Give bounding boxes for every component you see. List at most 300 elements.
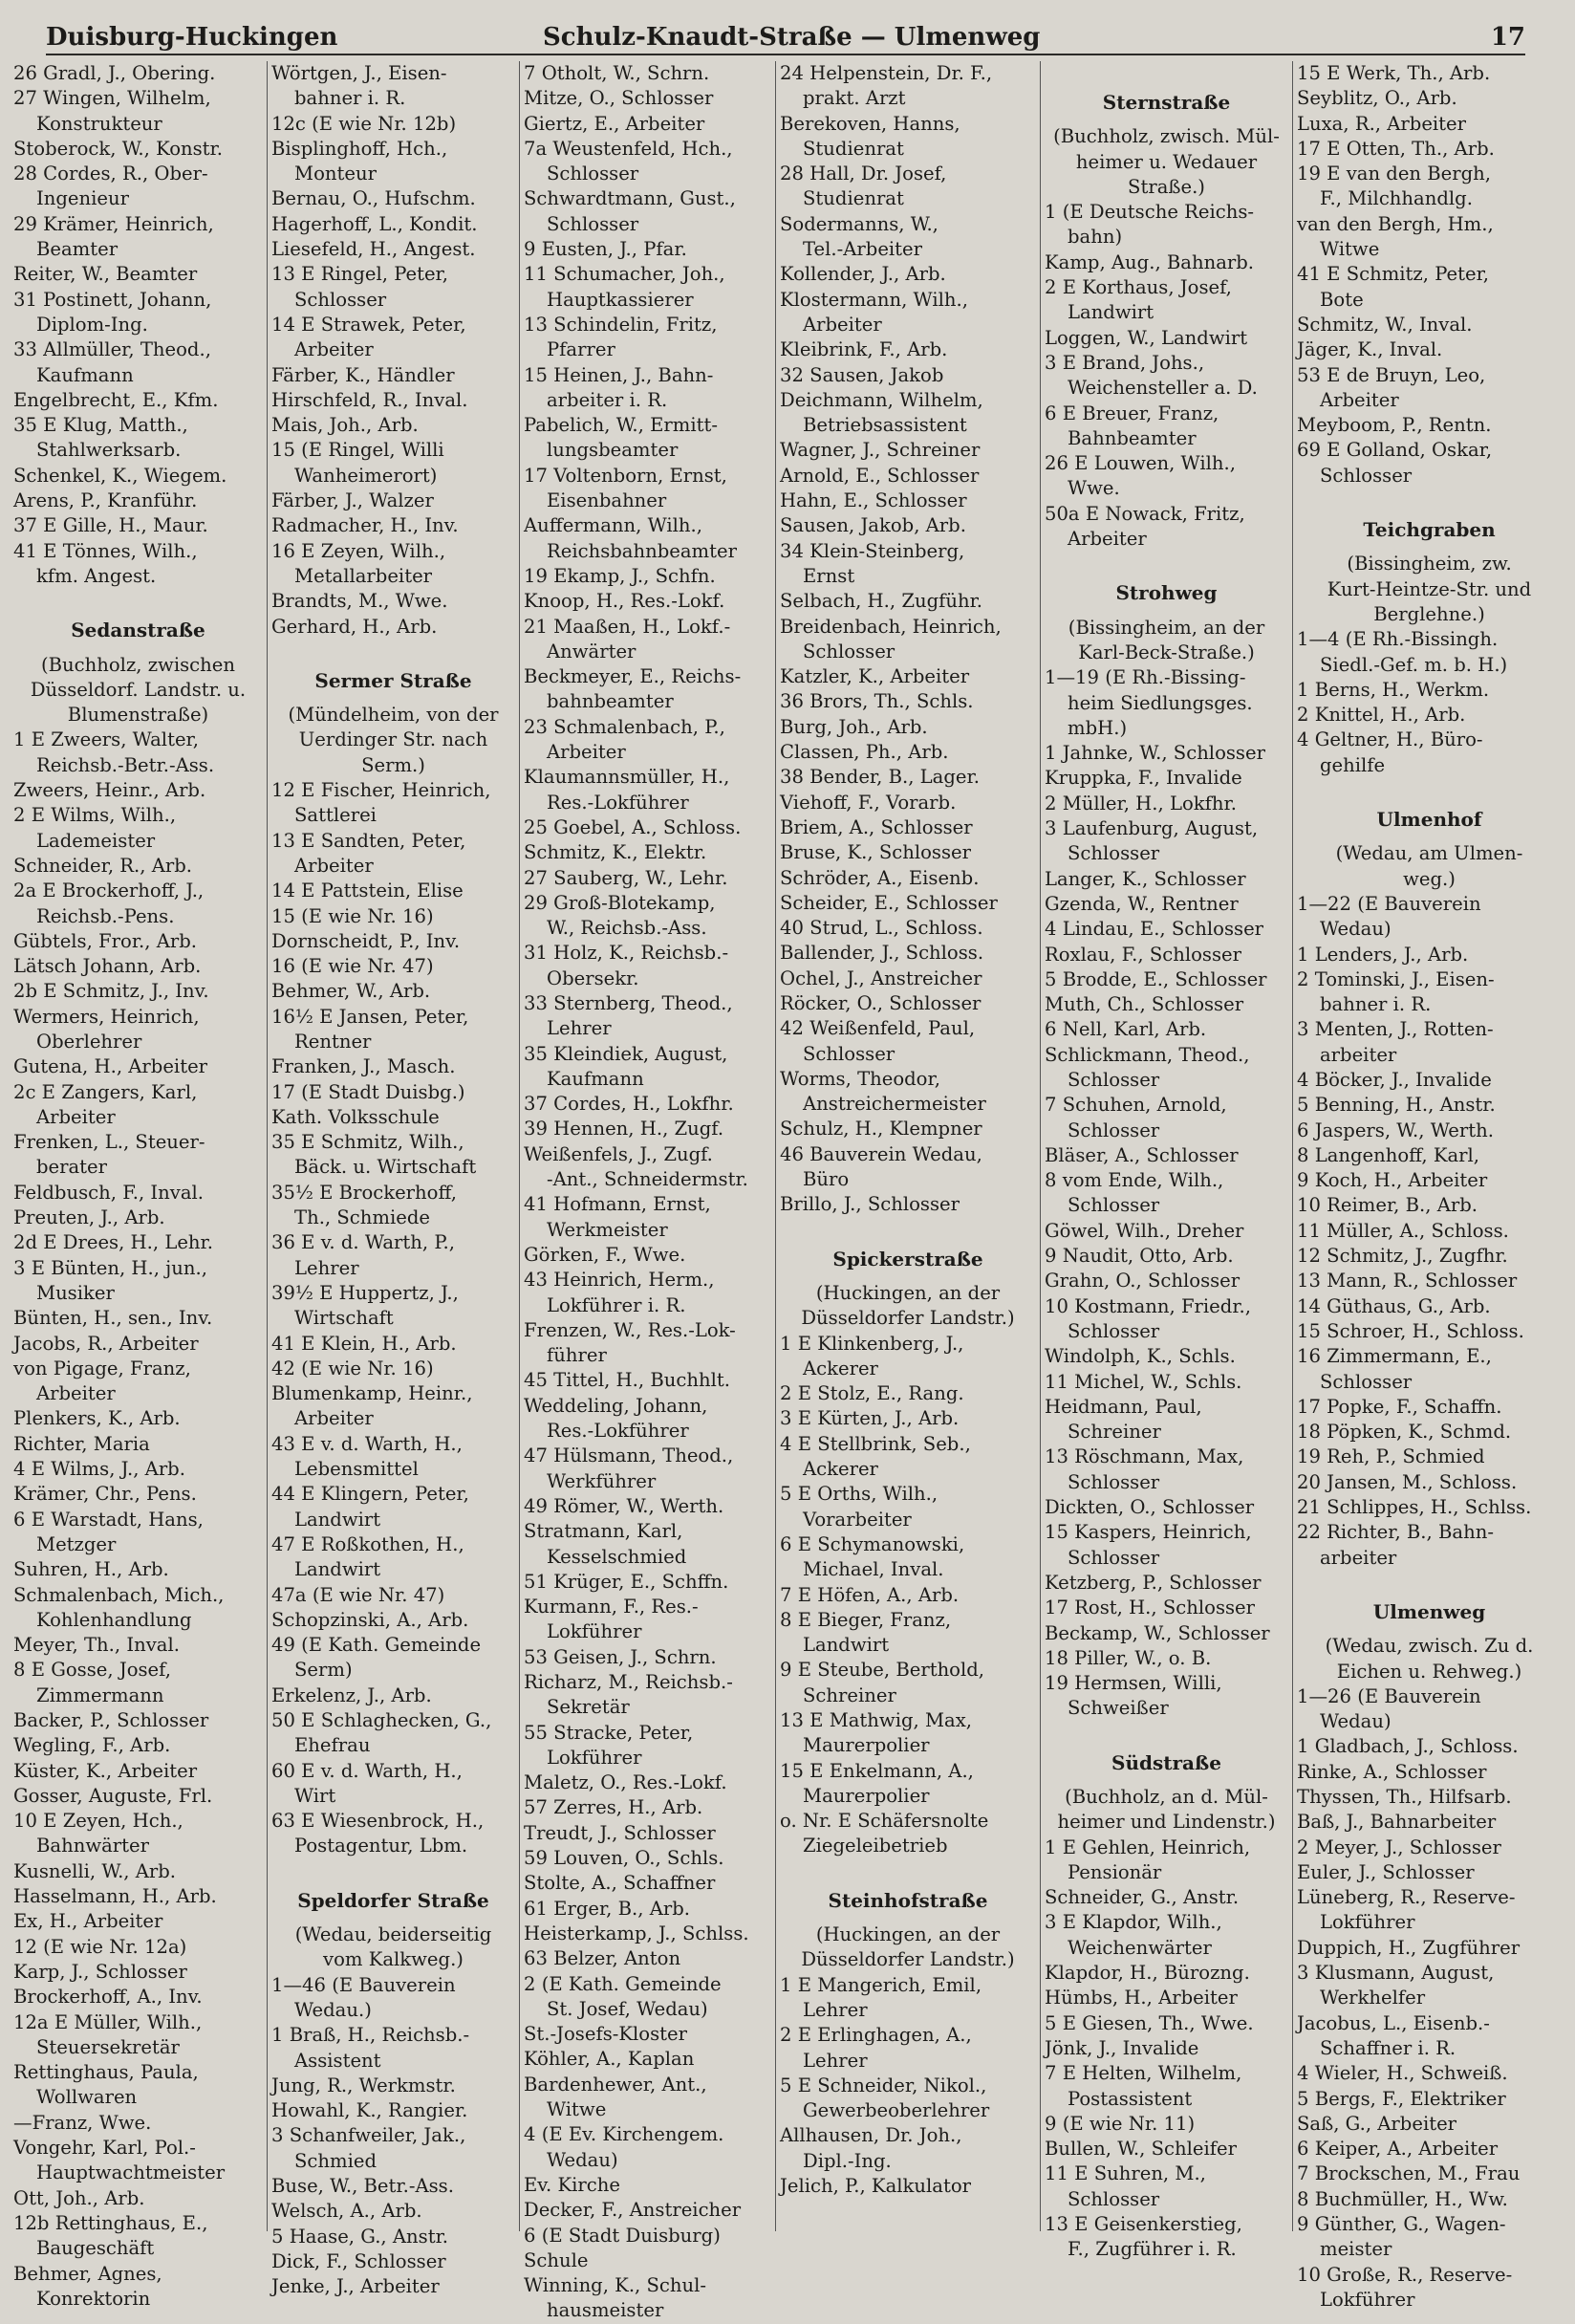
directory-entry: 5 Bergs, F., Elektriker [1297, 2087, 1506, 2110]
directory-entry: 41 E Schmitz, Peter, [1297, 263, 1490, 286]
directory-entry: 35 E Klug, Matth., [13, 414, 188, 437]
directory-entry: 13 E Sandten, Peter, [271, 829, 466, 852]
directory-entry: 4 E Wilms, J., Arb. [13, 1458, 185, 1481]
directory-entry: Wedau) [1320, 918, 1392, 941]
directory-entry: 47 Hülsmann, Theod., [524, 1444, 734, 1467]
directory-entry: Siedl.-Gef. m. b. H.) [1320, 653, 1508, 676]
directory-entry: Arbeiter [36, 1382, 116, 1405]
directory-entry: 12c (E wie Nr. 12b) [271, 112, 457, 135]
directory-entry: 1—22 (E Bauverein [1297, 892, 1481, 915]
directory-entry: Duppich, H., Zugführer [1297, 1936, 1521, 1959]
directory-entry: Res.-Lokführer [547, 791, 689, 814]
header-street-range: Schulz-Knaudt-Straße — Ulmenweg [543, 23, 1041, 52]
directory-entry: 37 Cordes, H., Lokfhr. [524, 1093, 734, 1116]
street-description: Blumenstraße) [67, 704, 209, 727]
directory-entry: Landwirt [294, 1558, 381, 1581]
directory-entry: Brandts, M., Wwe. [271, 590, 448, 613]
directory-entry: Gewerbeoberlehrer [803, 2099, 990, 2122]
directory-entry: F., Milchhandlg. [1320, 187, 1473, 210]
directory-entry: Schulz, H., Klempner [780, 1118, 982, 1140]
directory-entry: Beckamp, W., Schlosser [1045, 1621, 1270, 1644]
directory-entry: 6 Nell, Karl, Arb. [1045, 1018, 1207, 1041]
directory-entry: 63 Belzer, Anton [524, 1947, 681, 1970]
directory-entry: Welsch, A., Arb. [271, 2200, 422, 2223]
directory-entry: Schlosser [1068, 2187, 1160, 2210]
directory-entry: 2 Knittel, H., Arb. [1297, 704, 1466, 727]
directory-entry: Gerhard, H., Arb. [271, 615, 438, 638]
directory-entry: 10 Kostmann, Friedr., [1045, 1294, 1251, 1317]
directory-entry: 35½ E Brockerhoff, [271, 1181, 457, 1204]
directory-entry: Bahnwärter [36, 1835, 149, 1857]
directory-entry: Bläser, A., Schlosser [1045, 1143, 1239, 1166]
column-1 [10, 61, 267, 2310]
directory-entry: Lokführer [547, 1620, 642, 1643]
directory-entry: Muth, Ch., Schlosser [1045, 993, 1244, 1016]
directory-entry: 15 Heinen, J., Bahn- [524, 363, 714, 386]
directory-entry: 1 Lenders, J., Arb. [1297, 943, 1469, 966]
directory-entry: Radmacher, H., Inv. [271, 514, 459, 537]
directory-entry: 53 E de Bruyn, Leo, [1297, 363, 1486, 386]
directory-entry: 9 (E wie Nr. 11) [1045, 2112, 1196, 2135]
directory-entry: 1 Braß, H., Reichsb.- [271, 2024, 470, 2047]
directory-entry: 35 E Schmitz, Wilh., [271, 1131, 464, 1154]
directory-entry: Diplom-Ing. [36, 313, 148, 336]
directory-entry: 6 E Schymanowski, [780, 1532, 965, 1555]
directory-entry: Schreiner [803, 1683, 896, 1706]
directory-entry: 18 Pöpken, K., Schmd. [1297, 1421, 1512, 1444]
directory-entry: 31 Holz, K., Reichsb.- [524, 942, 729, 965]
directory-entry: Hauptwachtmeister [36, 2161, 226, 2184]
directory-entry: Saß, G., Arbeiter [1297, 2112, 1457, 2135]
directory-entry: 28 Hall, Dr. Josef, [780, 163, 947, 185]
directory-entry: 7 Brockschen, M., Frau [1297, 2162, 1521, 2185]
directory-entry: 19 Reh, P., Schmied [1297, 1445, 1485, 1468]
directory-entry: Lebensmittel [294, 1458, 419, 1481]
column-4 [775, 61, 1040, 2231]
directory-entry: 10 E Zeyen, Hch., [13, 1810, 183, 1833]
directory-entry: Plenkers, K., Arb. [13, 1407, 181, 1430]
directory-entry: 49 (E Kath. Gemeinde [271, 1634, 482, 1657]
street-description: heimer u. Wedauer [1075, 150, 1258, 173]
directory-entry: 16 Zimmermann, E., [1297, 1345, 1492, 1368]
directory-entry: Metzger [36, 1532, 117, 1555]
directory-entry: Reichsbahnbeamter [547, 539, 737, 562]
directory-entry: Schlosser [547, 163, 639, 185]
directory-entry: Kusnelli, W., Arb. [13, 1859, 177, 1882]
directory-entry: Maurerpolier [803, 1734, 930, 1757]
directory-entry: Luxa, R., Arbeiter [1297, 112, 1467, 135]
directory-entry: Hirschfeld, R., Inval. [271, 388, 468, 411]
directory-entry: 37 E Gille, H., Maur. [13, 514, 208, 537]
directory-entry: Betriebsassistent [803, 414, 967, 437]
directory-entry: 14 E Pattstein, Elise [271, 880, 464, 902]
directory-entry: 3 E Bünten, H., jun., [13, 1256, 207, 1279]
directory-entry: Grahn, O., Schlosser [1045, 1270, 1241, 1292]
directory-entry: 6 Jaspers, W., Werth. [1297, 1119, 1494, 1141]
directory-entry: Baß, J., Bahnarbeiter [1297, 1811, 1497, 1834]
directory-entry: 1 E Mangerich, Emil, [780, 1973, 982, 1996]
directory-entry: Färber, J., Walzer [271, 489, 434, 512]
directory-entry: Weichensteller a. D. [1068, 377, 1258, 400]
directory-entry: heim Siedlungsges. [1068, 691, 1253, 714]
directory-entry: 63 E Wiesenbrock, H., [271, 1810, 485, 1833]
directory-entry: Witwe [547, 2098, 607, 2121]
directory-entry: 28 Cordes, R., Ober- [13, 163, 208, 185]
directory-entry: 3 Klusmann, August, [1297, 1962, 1495, 1985]
directory-entry: Wedau.) [294, 1998, 372, 2021]
directory-entry: Stahlwerksarb. [36, 439, 182, 462]
directory-entry: Rentner [294, 1030, 372, 1053]
directory-entry: Ott, Joh., Arb. [13, 2186, 145, 2209]
directory-entry: Serm) [294, 1659, 353, 1682]
directory-entry: Dickten, O., Schlosser [1045, 1496, 1255, 1519]
directory-entry: Hümbs, H., Arbeiter [1045, 1987, 1238, 2009]
directory-entry: kfm. Angest. [36, 564, 157, 587]
directory-entry: 21 Maaßen, H., Lokf.- [524, 615, 731, 638]
directory-entry: Ackerer [803, 1458, 878, 1481]
directory-entry: 27 Sauberg, W., Lehr. [524, 866, 728, 889]
directory-entry: Winning, K., Schul- [524, 2274, 707, 2297]
directory-entry: 11 Müller, A., Schloss. [1297, 1219, 1509, 1242]
directory-entry: Küster, K., Arbeiter [13, 1759, 198, 1782]
directory-entry: 2 E Stolz, E., Rang. [780, 1382, 964, 1405]
directory-entry: 11 Schumacher, Joh., [524, 263, 725, 286]
directory-entry: 20 Jansen, M., Schloss. [1297, 1470, 1518, 1493]
street-description: (Huckingen, an der [815, 1281, 1001, 1304]
street-description: Karl-Beck-Straße.) [1078, 641, 1255, 663]
street-heading: Steinhofstraße [828, 1888, 988, 1912]
directory-entry: Res.-Lokführer [547, 1420, 689, 1443]
directory-entry: Wedau) [1320, 1710, 1392, 1733]
directory-entry: Schenkel, K., Wiegem. [13, 464, 227, 487]
directory-entry: Erkelenz, J., Arb. [271, 1683, 432, 1706]
street-description: Berglehne.) [1373, 602, 1485, 625]
header-district: Duisburg-Huckingen [46, 23, 338, 52]
directory-entry: Reiter, W., Beamter [13, 263, 198, 286]
directory-entry: Kollender, J., Arb. [780, 263, 946, 286]
directory-entry: hausmeister [547, 2299, 664, 2322]
directory-entry: Schlosser [1068, 1319, 1160, 1342]
street-description: (Mündelheim, von der [288, 704, 499, 727]
directory-entry: Jung, R., Werkmstr. [271, 2074, 456, 2096]
directory-entry: Frenzen, W., Res.-Lok- [524, 1318, 736, 1341]
directory-entry: Loggen, W., Landwirt [1045, 326, 1248, 349]
directory-entry: 5 Brodde, E., Schlosser [1045, 967, 1267, 990]
directory-entry: 21 Schlippes, H., Schlss. [1297, 1496, 1532, 1519]
directory-entry: Monteur [294, 163, 377, 185]
directory-entry: 60 E v. d. Warth, H., [271, 1759, 463, 1782]
directory-entry: Schwardtmann, Gust., [524, 187, 736, 210]
column-5 [1040, 61, 1292, 2261]
directory-entry: 5 Benning, H., Anstr. [1297, 1094, 1496, 1117]
directory-entry: Klostermann, Wilh., [780, 288, 968, 311]
street-description: (Buchholz, zwischen [41, 653, 235, 676]
street-description: Eichen u. Rehweg.) [1336, 1660, 1522, 1683]
directory-entry: 50a E Nowack, Fritz, [1045, 502, 1245, 525]
street-description: Düsseldorfer Landstr.) [801, 1307, 1015, 1330]
directory-entry: 15 (E Ringel, Willi [271, 439, 444, 462]
directory-entry: Sattlerei [294, 804, 377, 827]
directory-entry: 59 Louven, O., Schls. [524, 1847, 724, 1870]
directory-entry: 35 Kleindiek, August, [524, 1042, 728, 1065]
directory-entry: Arbeiter [547, 741, 626, 764]
directory-entry: Jacobs, R., Arbeiter [13, 1332, 199, 1355]
directory-entry: Windolph, K., Schls. [1045, 1345, 1236, 1368]
directory-entry: 26 E Louwen, Wilh., [1045, 452, 1236, 475]
directory-entry: 29 Krämer, Heinrich, [13, 212, 214, 235]
directory-entry: Hasselmann, H., Arb. [13, 1885, 217, 1908]
directory-entry: 39½ E Huppertz, J., [271, 1281, 459, 1304]
directory-entry: 16 (E wie Nr. 47) [271, 955, 434, 978]
street-description: vom Kalkweg.) [323, 1948, 464, 1971]
directory-entry: Auffermann, Wilh., [524, 514, 703, 537]
page-number: 17 [1490, 23, 1525, 52]
directory-entry: Werkführer [547, 1469, 657, 1492]
directory-entry: Bullen, W., Schleifer [1045, 2138, 1237, 2161]
directory-entry: 1 Berns, H., Werkm. [1297, 678, 1490, 701]
column-6 [1292, 61, 1565, 2311]
directory-entry: 43 E v. d. Warth, H., [271, 1432, 463, 1455]
directory-entry: Katzler, K., Arbeiter [780, 665, 970, 688]
directory-entry: 9 E Steube, Berthold, [780, 1659, 985, 1682]
street-description: Straße.) [1128, 175, 1205, 198]
directory-entry: 2 Meyer, J., Schlosser [1297, 1835, 1501, 1858]
directory-entry: Werkmeister [547, 1218, 668, 1241]
directory-entry: 4 Geltner, H., Büro- [1297, 728, 1483, 751]
street-description: Düsseldorf. Landstr. u. [30, 678, 247, 701]
directory-entry: Lätsch Johann, Arb. [13, 955, 202, 978]
directory-entry: Ballender, J., Schloss. [780, 942, 984, 965]
directory-entry: Berekoven, Hanns, [780, 112, 960, 135]
directory-entry: 41 Hofmann, Ernst, [524, 1193, 711, 1216]
directory-entry: Liesefeld, H., Angest. [271, 238, 476, 261]
directory-entry: Sekretär [547, 1696, 630, 1719]
directory-entry: 4 (E Ev. Kirchengem. [524, 2123, 724, 2146]
street-description: heimer und Lindenstr.) [1057, 1811, 1276, 1834]
directory-entry: 3 E Klapdor, Wilh., [1045, 1911, 1222, 1934]
directory-entry: arbeiter [1320, 1546, 1397, 1569]
directory-entry: 15 Kaspers, Heinrich, [1045, 1521, 1252, 1544]
directory-entry: Rettinghaus, Paula, [13, 2061, 199, 2084]
directory-entry: Kath. Volksschule [271, 1105, 440, 1128]
directory-entry: Studienrat [803, 187, 904, 210]
directory-entry: Anstreichermeister [803, 1093, 986, 1116]
directory-entry: gehilfe [1320, 753, 1386, 776]
directory-entry: 5 E Giesen, Th., Wwe. [1045, 2011, 1254, 2034]
directory-entry: Schlosser [547, 212, 639, 235]
directory-entry: 2d E Drees, H., Lehr. [13, 1231, 213, 1254]
directory-entry: 22 Richter, B., Bahn- [1297, 1521, 1494, 1544]
directory-entry: mbH.) [1068, 716, 1128, 739]
street-heading: Ulmenhof [1376, 808, 1482, 832]
directory-entry: Schmied [294, 2149, 378, 2172]
directory-entry: 13 Röschmann, Max, [1045, 1445, 1244, 1468]
directory-entry: 7 E Höfen, A., Arb. [780, 1583, 960, 1606]
directory-entry: bahnbeamter [547, 690, 674, 713]
directory-entry: Klapdor, H., Bürozng. [1045, 1962, 1250, 1985]
directory-entry: 5 E Orths, Wilh., [780, 1483, 939, 1506]
directory-entry: 1 E Klinkenberg, J., [780, 1332, 964, 1355]
directory-entry: Eisenbahner [547, 489, 667, 512]
street-description: (Huckingen, an der [815, 1923, 1001, 1946]
directory-entry: 2 E Erlinghagen, A., [780, 2024, 972, 2047]
page-header [46, 21, 1525, 55]
street-description: (Bissingheim, zw. [1347, 553, 1512, 576]
directory-entry: prakt. Arzt [803, 87, 906, 110]
directory-entry: Dornscheidt, P., Inv. [271, 929, 461, 952]
directory-entry: Schmitz, K., Elektr. [524, 841, 707, 864]
directory-entry: 9 Günther, G., Wagen- [1297, 2213, 1506, 2236]
directory-entry: Krämer, Chr., Pens. [13, 1483, 197, 1506]
directory-entry: Allhausen, Dr. Joh., [780, 2124, 962, 2147]
directory-entry: Färber, K., Händler [271, 363, 455, 386]
directory-entry: 15 Schroer, H., Schloss. [1297, 1319, 1524, 1342]
directory-entry: 3 Laufenburg, August, [1045, 817, 1259, 840]
street-description: Uerdinger Str. nach [298, 728, 488, 751]
directory-entry: Göwel, Wilh., Dreher [1045, 1219, 1244, 1242]
directory-entry: 7 Schuhen, Arnold, [1045, 1094, 1227, 1117]
directory-entry: Arbeiter [294, 854, 374, 877]
directory-entry: Dick, F., Schlosser [271, 2249, 446, 2272]
directory-entry: 12 E Fischer, Heinrich, [271, 779, 491, 802]
directory-entry: 15 (E wie Nr. 16) [271, 904, 434, 927]
directory-entry: berater [36, 1156, 108, 1179]
directory-entry: Hahn, E., Schlosser [780, 489, 967, 512]
directory-entry: Brillo, J., Schlosser [780, 1193, 960, 1216]
column-3 [519, 61, 775, 2322]
directory-entry: 45 Tittel, H., Buchhlt. [524, 1369, 730, 1392]
street-heading: Teichgraben [1363, 518, 1496, 542]
directory-entry: Tel.-Arbeiter [803, 238, 923, 261]
directory-entry: Lehrer [803, 1998, 868, 2021]
directory-entry: Baugeschäft [36, 2237, 155, 2260]
directory-entry: 1—4 (E Rh.-Bissingh. [1297, 628, 1499, 651]
directory-entry: 25 Goebel, A., Schloss. [524, 815, 742, 838]
directory-entry: Schlosser [1068, 1470, 1160, 1493]
directory-entry: Lademeister [36, 829, 156, 852]
directory-entry: 17 Popke, F., Schaffn. [1297, 1395, 1502, 1418]
street-heading: Speldorfer Straße [297, 1888, 489, 1912]
directory-entry: van den Bergh, Hm., [1297, 212, 1494, 235]
directory-entry: 5 E Schneider, Nikol., [780, 2074, 987, 2096]
directory-entry: Roxlau, F., Schlosser [1045, 943, 1242, 966]
directory-entry: Schlickmann, Theod., [1045, 1043, 1250, 1066]
directory-entry: 5 Haase, G., Anstr. [271, 2225, 449, 2248]
directory-entry: Kurmann, F., Res.- [524, 1596, 699, 1618]
directory-entry: Metallarbeiter [294, 564, 433, 587]
directory-entry: Jenke, J., Arbeiter [271, 2275, 440, 2298]
directory-entry: Bote [1320, 288, 1364, 311]
directory-entry: Postassistent [1068, 2087, 1193, 2110]
directory-entry: Landwirt [1068, 301, 1154, 324]
directory-entry: Wirt [294, 1784, 336, 1807]
directory-entry: 57 Zerres, H., Arb. [524, 1796, 703, 1819]
directory-entry: 39 Hennen, H., Zugf. [524, 1118, 724, 1140]
directory-entry: Richarz, M., Reichsb.- [524, 1671, 733, 1693]
directory-entry: 43 Heinrich, Herm., [524, 1269, 715, 1292]
directory-entry: —Franz, Wwe. [13, 2111, 152, 2134]
directory-entry: Meyer, Th., Inval. [13, 1634, 180, 1657]
directory-entry: Klaumannsmüller, H., [524, 766, 730, 789]
directory-entry: Wwe. [1068, 477, 1120, 500]
directory-entry: Gzenda, W., Rentner [1045, 892, 1239, 915]
directory-entry: 42 (E wie Nr. 16) [271, 1357, 434, 1379]
directory-entry: Zweers, Heinr., Arb. [13, 779, 206, 802]
directory-entry: Buse, W., Betr.-Ass. [271, 2175, 454, 2198]
directory-entry: Beamter [36, 238, 119, 261]
directory-entry: 46 Bauverein Wedau, [780, 1142, 982, 1165]
directory-entry: 10 Reimer, B., Arb. [1297, 1194, 1478, 1217]
directory-entry: Reichsb.-Pens. [36, 904, 175, 927]
directory-entry: 19 Hermsen, Willi, [1045, 1672, 1222, 1695]
directory-entry: Steuersekretär [36, 2035, 180, 2058]
directory-entry: Ackerer [803, 1357, 878, 1379]
directory-entry: 6 E Breuer, Franz, [1045, 402, 1219, 424]
directory-entry: Briem, A., Schlosser [780, 815, 973, 838]
directory-entry: 32 Sausen, Jakob [780, 363, 944, 386]
street-description: Düsseldorfer Landstr.) [801, 1948, 1015, 1971]
directory-entry: 24 Helpenstein, Dr. F., [780, 62, 993, 84]
directory-entry: Anwärter [547, 640, 636, 662]
directory-entry: 13 Mann, R., Schlosser [1297, 1270, 1518, 1292]
directory-entry: 2c E Zangers, Karl, [13, 1080, 198, 1103]
directory-entry: 6 E Warstadt, Hans, [13, 1508, 204, 1531]
directory-entry: 47a (E wie Nr. 47) [271, 1583, 445, 1606]
directory-entry: Schaffner i. R. [1320, 2036, 1456, 2059]
directory-entry: 36 Brors, Th., Schls. [780, 690, 974, 713]
directory-entry: 14 E Strawek, Peter, [271, 313, 466, 336]
directory-entry: 6 (E Stadt Duisburg) [524, 2224, 721, 2247]
street-description: (Wedau, am Ulmen- [1335, 842, 1523, 865]
directory-entry: Stratmann, Karl, [524, 1520, 683, 1543]
directory-entry: Schneider, R., Arb. [13, 854, 193, 877]
directory-entry: Kaufmann [36, 363, 134, 386]
directory-entry: St.-Josefs-Kloster [524, 2023, 687, 2046]
directory-entry: 44 E Klingern, Peter, [271, 1483, 469, 1506]
directory-entry: Bäck. u. Wirtschaft [294, 1156, 477, 1179]
directory-entry: 2 (E Kath. Gemeinde [524, 1972, 722, 1995]
directory-entry: 33 Sternberg, Theod., [524, 991, 733, 1014]
street-description: (Buchholz, zwisch. Mül- [1053, 125, 1280, 148]
directory-entry: -Ant., Schneidermstr. [547, 1168, 748, 1191]
street-heading: Südstraße [1111, 1750, 1221, 1774]
directory-entry: Wedau) [547, 2148, 618, 2171]
directory-entry: Engelbrecht, E., Kfm. [13, 388, 219, 411]
directory-entry: 4 Wieler, H., Schweiß. [1297, 2062, 1508, 2085]
directory-entry: Lehrer [294, 1256, 359, 1279]
directory-entry: Bisplinghoff, Hch., [271, 137, 448, 160]
directory-entry: 31 Postinett, Johann, [13, 288, 212, 311]
directory-entry: 9 Koch, H., Arbeiter [1297, 1169, 1488, 1192]
directory-entry: 50 E Schlaghecken, G., [271, 1709, 492, 1731]
directory-entry: Arbeiter [294, 338, 374, 361]
directory-entry: Hauptkassierer [547, 288, 694, 311]
directory-entry: Ev. Kirche [524, 2173, 620, 2196]
directory-entry: Weichenwärter [1068, 1936, 1212, 1959]
directory-entry: 33 Allmüller, Theod., [13, 338, 211, 361]
directory-entry: Ingenieur [36, 187, 129, 210]
directory-entry: 8 vom Ende, Wilh., [1045, 1169, 1224, 1192]
directory-entry: Pfarrer [547, 338, 615, 361]
directory-entry: 13 E Mathwig, Max, [780, 1709, 972, 1731]
directory-entry: Bünten, H., sen., Inv. [13, 1307, 213, 1330]
directory-entry: Sausen, Jakob, Arb. [780, 514, 966, 537]
directory-entry: Schröder, A., Eisenb. [780, 866, 980, 889]
directory-entry: 7 Otholt, W., Schrn. [524, 62, 710, 84]
street-description: Kurt-Heintze-Str. und [1327, 577, 1532, 600]
directory-entry: Wollwaren [36, 2086, 138, 2109]
directory-entry: 8 Langenhoff, Karl, [1297, 1143, 1480, 1166]
